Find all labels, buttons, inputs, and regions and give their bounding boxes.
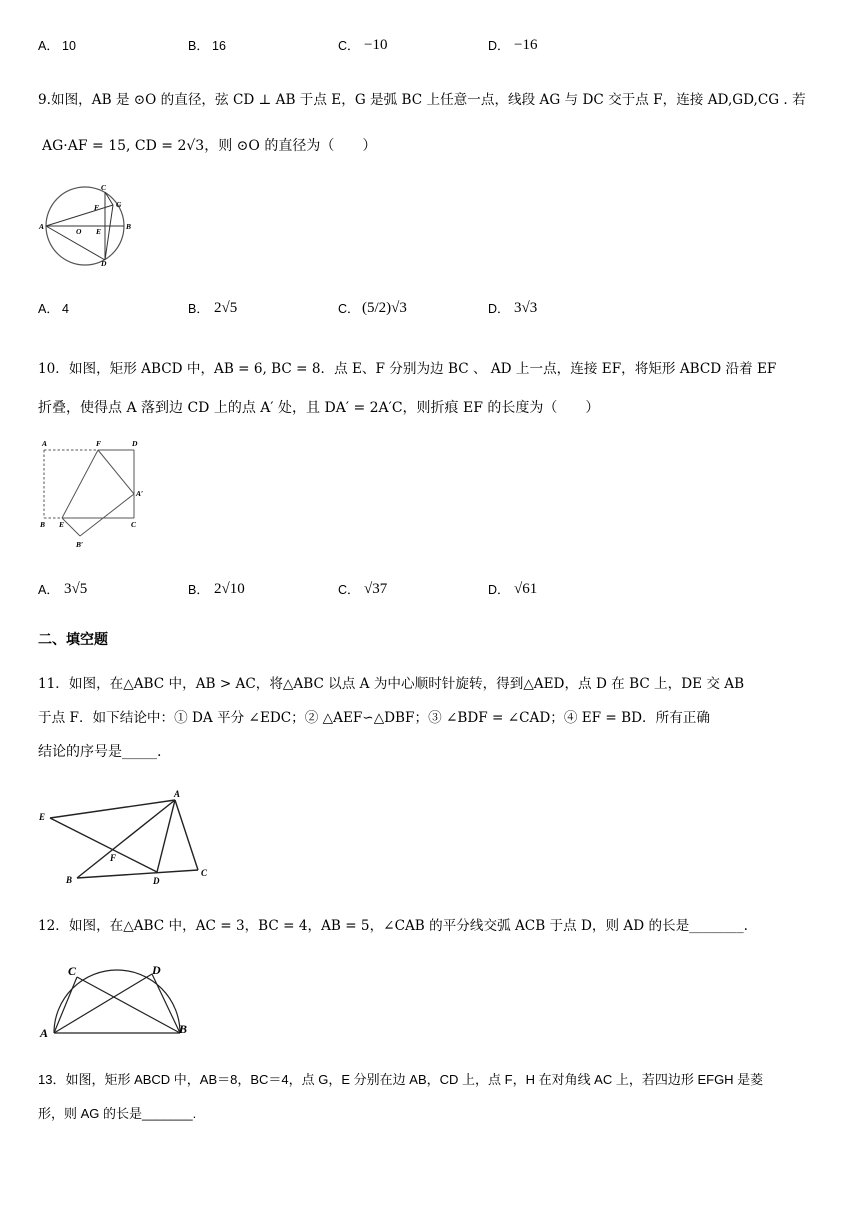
q12-label-b: B — [179, 1022, 188, 1036]
q11-stem-line2: 于点 F．如下结论中：① DA 平分 ∠EDC；② △AEF∽△DBF；③ ∠BDF = ∠CAD；④ EF = BD．所有正确 — [38, 710, 710, 726]
q11-segment-ed — [50, 818, 157, 872]
q10-segment-b1e — [62, 518, 80, 536]
q12-semicircle-arc — [54, 970, 180, 1033]
q9-label-g: G — [116, 200, 122, 209]
q9-label-b: B — [126, 222, 132, 231]
option-a-letter: A． — [38, 39, 59, 53]
q10-label-b-prime: B′ — [76, 540, 84, 549]
q9-option-c-value: (5/2)√3 — [362, 300, 407, 316]
q12-segment-ac — [54, 977, 77, 1033]
q11-label-b: B — [66, 875, 73, 885]
q12-label-a: A — [40, 1026, 49, 1040]
q9-option-d-value: 3√3 — [514, 300, 538, 316]
q13-stem-line2: 形，则 AG 的长是_______. — [38, 1106, 197, 1121]
q11-label-e: E — [39, 812, 46, 822]
q9-label-e: E — [96, 227, 102, 236]
q9-figure — [36, 182, 136, 268]
section-title: 二、填空题 — [38, 632, 108, 648]
q11-stem-line3: 结论的序号是_____. — [38, 744, 162, 760]
q9-segment-cg — [105, 192, 113, 205]
q9-label-o: O — [76, 227, 82, 236]
option-c-value: −10 — [364, 37, 388, 53]
q12-segment-ad — [54, 974, 152, 1033]
q9-option-d-letter: D． — [488, 302, 510, 316]
q9-stem-line2: AG·AF = 15, CD = 2√3，则 ⊙O 的直径为（ ） — [42, 138, 377, 154]
q10-option-a-value: 3√5 — [64, 581, 88, 597]
q10-segment-a1b1 — [80, 494, 134, 536]
q12-stem-line1: 12．如图，在△ABC 中，AC = 3，BC = 4，AB = 5，∠CAB 的平分线交弧 ACB 于点 D，则 AD 的长是________. — [38, 918, 748, 934]
q10-option-a-letter: A． — [38, 583, 59, 597]
q10-figure — [36, 438, 146, 552]
q10-stem-line1: 10．如图，矩形 ABCD 中，AB = 6, BC = 8．点 E、F 分别为边 BC 、 AD 上一点，连接 EF，将矩形 ABCD 沿着 EF — [38, 361, 777, 377]
option-c-letter: C． — [338, 39, 360, 53]
q10-option-b-letter: B． — [188, 583, 209, 597]
q11-segment-bc — [77, 870, 198, 878]
q10-label-d: D — [132, 439, 138, 448]
q12-segment-cb — [77, 977, 180, 1033]
q10-label-c: C — [131, 520, 137, 529]
option-d-letter: D． — [488, 39, 510, 53]
q10-option-d-letter: D． — [488, 583, 510, 597]
q10-option-c-letter: C． — [338, 583, 360, 597]
q9-stem-line1: 9.如图，AB 是 ⊙O 的直径，弦 CD ⊥ AB 于点 E，G 是弧 BC 上任意一点，线段 AG 与 DC 交于点 F，连接 AD,GD,CG . 若 — [38, 92, 806, 108]
q10-label-f: F — [96, 439, 102, 448]
q11-segment-ad — [157, 800, 175, 872]
option-a-value: 10 — [62, 39, 76, 53]
q9-option-b-value: 2√5 — [214, 300, 238, 316]
q9-label-f: F — [94, 203, 100, 212]
q11-figure — [36, 786, 216, 886]
q9-option-b-letter: B． — [188, 302, 209, 316]
q11-label-c: C — [201, 868, 208, 878]
q9-segment-gd — [105, 205, 113, 260]
q11-label-d: D — [153, 876, 160, 886]
q10-option-b-value: 2√10 — [214, 581, 245, 597]
q12-label-d: D — [152, 963, 161, 977]
q9-label-a: A — [39, 222, 45, 231]
q10-label-a: A — [42, 439, 48, 448]
q10-option-d-value: √61 — [514, 581, 538, 597]
q13-stem-line1: 13．如图，矩形 ABCD 中，AB＝8，BC＝4，点 G，E 分别在边 AB，CD 上，点 F，H 在对角线 AC 上，若四边形 EFGH 是菱 — [38, 1072, 764, 1087]
option-b-value: 16 — [212, 39, 226, 53]
q10-option-c-value: √37 — [364, 581, 388, 597]
q11-label-f: F — [110, 853, 117, 863]
q10-stem-line2: 折叠，使得点 A 落到边 CD 上的点 A′ 处，且 DA′ = 2A′C，则折痕 EF 的长度为（ ） — [38, 400, 600, 416]
q12-figure — [36, 960, 196, 1042]
q9-option-a-value: 4 — [62, 302, 69, 316]
q9-label-d: D — [101, 259, 107, 268]
q12-label-c: C — [68, 964, 77, 978]
q10-label-b: B — [40, 520, 46, 529]
q9-option-c-letter: C． — [338, 302, 360, 316]
q10-fold-ef — [62, 450, 98, 518]
q9-segment-ag — [46, 205, 113, 226]
q9-option-a-letter: A． — [38, 302, 59, 316]
q10-label-e: E — [59, 520, 65, 529]
q9-label-c: C — [101, 183, 107, 192]
option-d-value: −16 — [514, 37, 538, 53]
q11-stem-line1: 11．如图，在△ABC 中，AB > AC，将△ABC 以点 A 为中心顺时针旋转，得到△AED，点 D 在 BC 上，DE 交 AB — [38, 676, 745, 692]
q10-label-a-prime: A′ — [136, 489, 144, 498]
q11-label-a: A — [174, 789, 181, 799]
q12-segment-db — [152, 974, 180, 1033]
q11-segment-ac — [175, 800, 198, 870]
option-b-letter: B． — [188, 39, 209, 53]
q10-segment-fa1 — [98, 450, 134, 494]
